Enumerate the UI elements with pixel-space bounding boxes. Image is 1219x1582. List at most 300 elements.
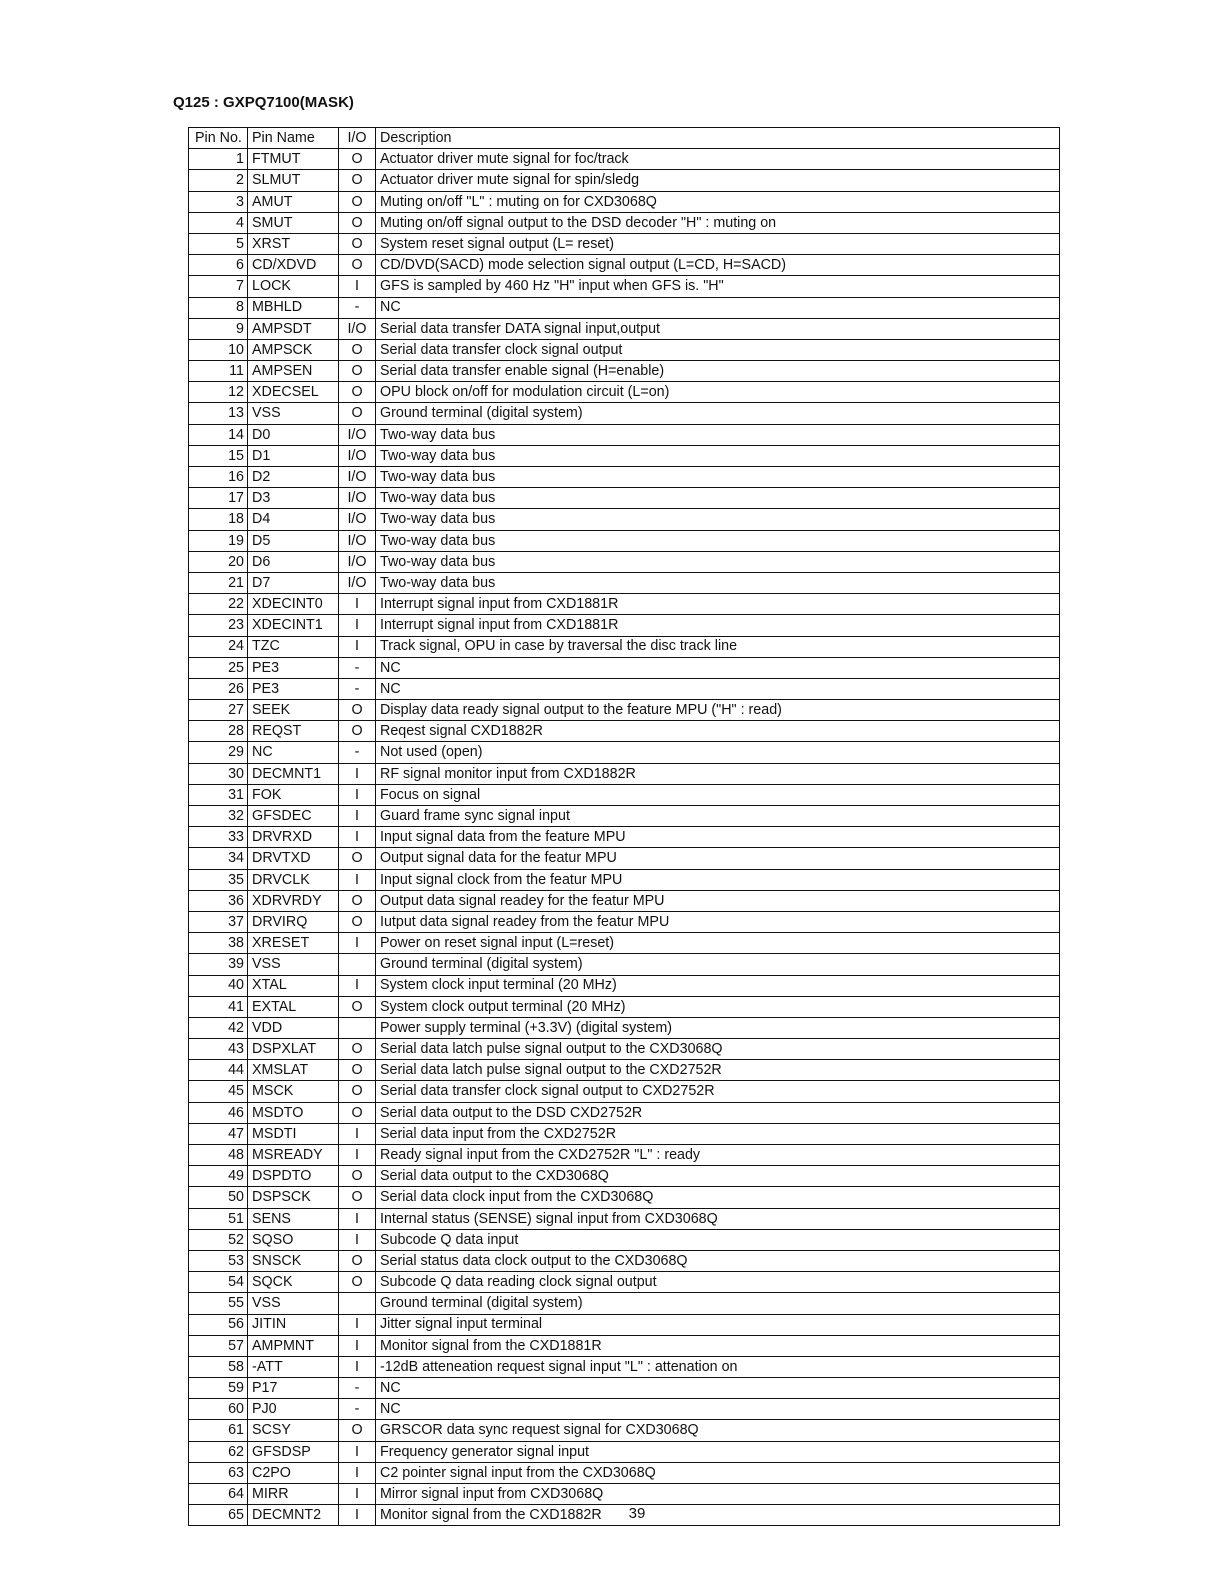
description-cell: Ready signal input from the CXD2752R "L" : ready: [376, 1145, 1060, 1166]
pin-number-cell: 46: [189, 1102, 248, 1123]
io-cell: I: [339, 1229, 376, 1250]
pin-number-cell: 52: [189, 1229, 248, 1250]
table-row: [189, 212, 1060, 233]
io-cell: O: [339, 382, 376, 403]
io-cell: I/O: [339, 318, 376, 339]
pin-name-cell: FOK: [248, 784, 339, 805]
pin-name-cell: DSPDTO: [248, 1166, 339, 1187]
table-row: [189, 424, 1060, 445]
pin-name-cell: SNSCK: [248, 1250, 339, 1271]
pin-name-cell: NC: [248, 742, 339, 763]
pin-number-cell: 53: [189, 1250, 248, 1271]
page-number: 39: [628, 1505, 646, 1522]
pin-name-cell: VSS: [248, 1293, 339, 1314]
pin-number-cell: 57: [189, 1335, 248, 1356]
pin-name-cell: VSS: [248, 403, 339, 424]
description-cell: Two-way data bus: [376, 551, 1060, 572]
table-row: [189, 1081, 1060, 1102]
table-row: [189, 1484, 1060, 1505]
pin-name-cell: VDD: [248, 1017, 339, 1038]
table-row: [189, 276, 1060, 297]
io-cell: O: [339, 1081, 376, 1102]
pin-number-cell: 5: [189, 233, 248, 254]
table-row: [189, 255, 1060, 276]
io-cell: I: [339, 1314, 376, 1335]
header-pin-no: Pin No.: [189, 128, 248, 149]
description-cell: Subcode Q data reading clock signal output: [376, 1272, 1060, 1293]
pin-name-cell: AMPMNT: [248, 1335, 339, 1356]
io-cell: -: [339, 657, 376, 678]
pin-name-cell: XMSLAT: [248, 1060, 339, 1081]
description-cell: Serial data input from the CXD2752R: [376, 1123, 1060, 1144]
description-cell: NC: [376, 297, 1060, 318]
table-row: [189, 233, 1060, 254]
description-cell: NC: [376, 1378, 1060, 1399]
pin-number-cell: 31: [189, 784, 248, 805]
pin-number-cell: 36: [189, 890, 248, 911]
description-cell: Interrupt signal input from CXD1881R: [376, 594, 1060, 615]
io-cell: I: [339, 1123, 376, 1144]
pin-name-cell: MIRR: [248, 1484, 339, 1505]
pin-number-cell: 13: [189, 403, 248, 424]
io-cell: -: [339, 678, 376, 699]
pin-number-cell: 29: [189, 742, 248, 763]
io-cell: [339, 1293, 376, 1314]
description-cell: Two-way data bus: [376, 572, 1060, 593]
pin-name-cell: SLMUT: [248, 170, 339, 191]
io-cell: I/O: [339, 551, 376, 572]
description-cell: Serial status data clock output to the CXD3068Q: [376, 1250, 1060, 1271]
pin-name-cell: DRVCLK: [248, 869, 339, 890]
table-row: [189, 551, 1060, 572]
pin-name-cell: DECMNT2: [248, 1505, 339, 1526]
description-cell: Not used (open): [376, 742, 1060, 763]
table-row: [189, 1399, 1060, 1420]
io-cell: I: [339, 1208, 376, 1229]
pin-number-cell: 25: [189, 657, 248, 678]
pin-name-cell: MSDTI: [248, 1123, 339, 1144]
io-cell: I: [339, 276, 376, 297]
description-cell: Serial data output to the CXD3068Q: [376, 1166, 1060, 1187]
io-cell: I: [339, 784, 376, 805]
description-cell: Iutput data signal readey from the featur MPU: [376, 911, 1060, 932]
pin-name-cell: XDECINT1: [248, 615, 339, 636]
io-cell: O: [339, 255, 376, 276]
pin-name-cell: GFSDSP: [248, 1441, 339, 1462]
table-row: [189, 869, 1060, 890]
io-cell: O: [339, 911, 376, 932]
pin-number-cell: 14: [189, 424, 248, 445]
pin-number-cell: 62: [189, 1441, 248, 1462]
io-cell: I: [339, 1441, 376, 1462]
pin-number-cell: 4: [189, 212, 248, 233]
table-row: [189, 361, 1060, 382]
io-cell: O: [339, 996, 376, 1017]
header-pin-name: Pin Name: [248, 128, 339, 149]
io-cell: O: [339, 149, 376, 170]
pin-number-cell: 58: [189, 1356, 248, 1377]
pin-name-cell: D3: [248, 488, 339, 509]
io-cell: O: [339, 890, 376, 911]
pin-name-cell: D2: [248, 467, 339, 488]
pin-name-cell: LOCK: [248, 276, 339, 297]
description-cell: Power on reset signal input (L=reset): [376, 933, 1060, 954]
pin-number-cell: 16: [189, 467, 248, 488]
table-row: [189, 933, 1060, 954]
table-row: [189, 784, 1060, 805]
description-cell: Monitor signal from the CXD1881R: [376, 1335, 1060, 1356]
pin-name-cell: DRVTXD: [248, 848, 339, 869]
pin-number-cell: 26: [189, 678, 248, 699]
io-cell: -: [339, 742, 376, 763]
description-cell: Actuator driver mute signal for spin/sledg: [376, 170, 1060, 191]
pin-name-cell: D0: [248, 424, 339, 445]
table-row: [189, 721, 1060, 742]
pin-name-cell: DRVIRQ: [248, 911, 339, 932]
pin-name-cell: PE3: [248, 657, 339, 678]
pin-name-cell: SQCK: [248, 1272, 339, 1293]
description-cell: Serial data clock input from the CXD3068Q: [376, 1187, 1060, 1208]
pin-name-cell: XRST: [248, 233, 339, 254]
pin-number-cell: 24: [189, 636, 248, 657]
pin-name-cell: PJ0: [248, 1399, 339, 1420]
io-cell: I: [339, 933, 376, 954]
io-cell: O: [339, 1102, 376, 1123]
table-row: [189, 1039, 1060, 1060]
io-cell: I/O: [339, 488, 376, 509]
table-row: [189, 1145, 1060, 1166]
pin-name-cell: GFSDEC: [248, 806, 339, 827]
pin-name-cell: PE3: [248, 678, 339, 699]
table-row: [189, 848, 1060, 869]
table-row: [189, 1314, 1060, 1335]
table-row: [189, 615, 1060, 636]
pin-name-cell: AMPSEN: [248, 361, 339, 382]
pin-number-cell: 49: [189, 1166, 248, 1187]
description-cell: Input signal clock from the featur MPU: [376, 869, 1060, 890]
table-header-row: [189, 128, 1060, 149]
document-title: Q125 : GXPQ7100(MASK): [173, 94, 354, 111]
pin-number-cell: 1: [189, 149, 248, 170]
table-row: [189, 594, 1060, 615]
pin-name-cell: EXTAL: [248, 996, 339, 1017]
io-cell: -: [339, 1399, 376, 1420]
pin-number-cell: 15: [189, 445, 248, 466]
io-cell: O: [339, 1420, 376, 1441]
table-row: [189, 1420, 1060, 1441]
pin-number-cell: 44: [189, 1060, 248, 1081]
description-cell: Two-way data bus: [376, 445, 1060, 466]
io-cell: I/O: [339, 509, 376, 530]
pin-name-cell: DRVRXD: [248, 827, 339, 848]
pin-name-cell: D1: [248, 445, 339, 466]
io-cell: I: [339, 1462, 376, 1483]
table-row: [189, 954, 1060, 975]
io-cell: I: [339, 1356, 376, 1377]
table-row: [189, 1378, 1060, 1399]
io-cell: I: [339, 827, 376, 848]
io-cell: O: [339, 1060, 376, 1081]
io-cell: I: [339, 806, 376, 827]
table-row: [189, 975, 1060, 996]
io-cell: I: [339, 975, 376, 996]
description-cell: Two-way data bus: [376, 467, 1060, 488]
table-row: [189, 149, 1060, 170]
io-cell: I/O: [339, 572, 376, 593]
table-row: [189, 1356, 1060, 1377]
io-cell: [339, 1017, 376, 1038]
description-cell: GRSCOR data sync request signal for CXD3068Q: [376, 1420, 1060, 1441]
description-cell: Monitor signal from the CXD1882R: [376, 1505, 1060, 1526]
pin-name-cell: CD/XDVD: [248, 255, 339, 276]
io-cell: O: [339, 700, 376, 721]
pin-number-cell: 18: [189, 509, 248, 530]
io-cell: I/O: [339, 424, 376, 445]
pin-number-cell: 65: [189, 1505, 248, 1526]
table-row: [189, 170, 1060, 191]
description-cell: Serial data latch pulse signal output to the CXD2752R: [376, 1060, 1060, 1081]
pin-name-cell: SQSO: [248, 1229, 339, 1250]
pin-number-cell: 22: [189, 594, 248, 615]
description-cell: Ground terminal (digital system): [376, 403, 1060, 424]
io-cell: I: [339, 1484, 376, 1505]
table-row: [189, 339, 1060, 360]
description-cell: Muting on/off signal output to the DSD decoder "H" : muting on: [376, 212, 1060, 233]
description-cell: NC: [376, 657, 1060, 678]
io-cell: O: [339, 1250, 376, 1271]
pin-number-cell: 19: [189, 530, 248, 551]
description-cell: CD/DVD(SACD) mode selection signal output (L=CD, H=SACD): [376, 255, 1060, 276]
pin-name-cell: DSPXLAT: [248, 1039, 339, 1060]
description-cell: Display data ready signal output to the feature MPU ("H" : read): [376, 700, 1060, 721]
pin-number-cell: 34: [189, 848, 248, 869]
pin-number-cell: 60: [189, 1399, 248, 1420]
pin-name-cell: DSPSCK: [248, 1187, 339, 1208]
table-row: [189, 1102, 1060, 1123]
table-row: [189, 1293, 1060, 1314]
table-row: [189, 1335, 1060, 1356]
pin-number-cell: 6: [189, 255, 248, 276]
io-cell: O: [339, 1272, 376, 1293]
pin-name-cell: -ATT: [248, 1356, 339, 1377]
pin-name-cell: FTMUT: [248, 149, 339, 170]
io-cell: O: [339, 191, 376, 212]
io-cell: I: [339, 1145, 376, 1166]
table-row: [189, 403, 1060, 424]
description-cell: NC: [376, 1399, 1060, 1420]
pin-name-cell: AMUT: [248, 191, 339, 212]
io-cell: O: [339, 721, 376, 742]
description-cell: Two-way data bus: [376, 530, 1060, 551]
description-cell: Actuator driver mute signal for foc/track: [376, 149, 1060, 170]
pin-number-cell: 61: [189, 1420, 248, 1441]
pin-number-cell: 59: [189, 1378, 248, 1399]
pin-number-cell: 28: [189, 721, 248, 742]
pin-number-cell: 47: [189, 1123, 248, 1144]
description-cell: GFS is sampled by 460 Hz "H" input when GFS is. "H": [376, 276, 1060, 297]
io-cell: I: [339, 636, 376, 657]
io-cell: I/O: [339, 467, 376, 488]
pin-name-cell: VSS: [248, 954, 339, 975]
description-cell: Jitter signal input terminal: [376, 1314, 1060, 1335]
pin-number-cell: 37: [189, 911, 248, 932]
pin-name-cell: D5: [248, 530, 339, 551]
io-cell: O: [339, 212, 376, 233]
table-row: [189, 636, 1060, 657]
io-cell: I: [339, 1335, 376, 1356]
pin-number-cell: 40: [189, 975, 248, 996]
table-row: [189, 467, 1060, 488]
pin-name-cell: MSREADY: [248, 1145, 339, 1166]
table-row: [189, 827, 1060, 848]
description-cell: Interrupt signal input from CXD1881R: [376, 615, 1060, 636]
table-row: [189, 763, 1060, 784]
pin-name-cell: XRESET: [248, 933, 339, 954]
description-cell: Two-way data bus: [376, 509, 1060, 530]
table-row: [189, 488, 1060, 509]
io-cell: -: [339, 1378, 376, 1399]
header-io: I/O: [339, 128, 376, 149]
table-row: [189, 700, 1060, 721]
pin-name-cell: AMPSDT: [248, 318, 339, 339]
pin-number-cell: 32: [189, 806, 248, 827]
pin-number-cell: 11: [189, 361, 248, 382]
pin-number-cell: 55: [189, 1293, 248, 1314]
header-description: Description: [376, 128, 1060, 149]
pin-number-cell: 48: [189, 1145, 248, 1166]
pin-name-cell: SCSY: [248, 1420, 339, 1441]
description-cell: -12dB atteneation request signal input "L" : attenation on: [376, 1356, 1060, 1377]
description-cell: Guard frame sync signal input: [376, 806, 1060, 827]
pin-number-cell: 2: [189, 170, 248, 191]
io-cell: O: [339, 170, 376, 191]
table-row: [189, 1017, 1060, 1038]
table-row: [189, 1272, 1060, 1293]
pin-name-cell: SENS: [248, 1208, 339, 1229]
pin-number-cell: 7: [189, 276, 248, 297]
io-cell: I: [339, 1505, 376, 1526]
table-row: [189, 678, 1060, 699]
description-cell: System reset signal output (L= reset): [376, 233, 1060, 254]
io-cell: I: [339, 615, 376, 636]
description-cell: Output signal data for the featur MPU: [376, 848, 1060, 869]
description-cell: Serial data transfer clock signal output: [376, 339, 1060, 360]
description-cell: Ground terminal (digital system): [376, 954, 1060, 975]
description-cell: Internal status (SENSE) signal input from CXD3068Q: [376, 1208, 1060, 1229]
pin-name-cell: C2PO: [248, 1462, 339, 1483]
pin-name-cell: MSCK: [248, 1081, 339, 1102]
table-row: [189, 445, 1060, 466]
description-cell: Focus on signal: [376, 784, 1060, 805]
pin-number-cell: 42: [189, 1017, 248, 1038]
table-row: [189, 742, 1060, 763]
description-cell: Power supply terminal (+3.3V) (digital system): [376, 1017, 1060, 1038]
description-cell: RF signal monitor input from CXD1882R: [376, 763, 1060, 784]
pin-number-cell: 33: [189, 827, 248, 848]
io-cell: I/O: [339, 530, 376, 551]
pin-name-cell: TZC: [248, 636, 339, 657]
pin-number-cell: 43: [189, 1039, 248, 1060]
table-row: [189, 318, 1060, 339]
table-row: [189, 509, 1060, 530]
pin-name-cell: D6: [248, 551, 339, 572]
pin-name-cell: MSDTO: [248, 1102, 339, 1123]
description-cell: Serial data transfer clock signal output to CXD2752R: [376, 1081, 1060, 1102]
io-cell: I: [339, 869, 376, 890]
description-cell: Subcode Q data input: [376, 1229, 1060, 1250]
description-cell: Two-way data bus: [376, 424, 1060, 445]
io-cell: O: [339, 233, 376, 254]
table-row: [189, 1166, 1060, 1187]
pin-number-cell: 56: [189, 1314, 248, 1335]
pin-number-cell: 35: [189, 869, 248, 890]
description-cell: Serial data output to the DSD CXD2752R: [376, 1102, 1060, 1123]
io-cell: O: [339, 339, 376, 360]
table-row: [189, 1060, 1060, 1081]
io-cell: I: [339, 763, 376, 784]
pin-number-cell: 51: [189, 1208, 248, 1229]
io-cell: [339, 954, 376, 975]
table-row: [189, 1208, 1060, 1229]
pin-number-cell: 63: [189, 1462, 248, 1483]
pin-number-cell: 8: [189, 297, 248, 318]
table-row: [189, 657, 1060, 678]
description-cell: NC: [376, 678, 1060, 699]
description-cell: Frequency generator signal input: [376, 1441, 1060, 1462]
table-row: [189, 297, 1060, 318]
pin-number-cell: 3: [189, 191, 248, 212]
pin-number-cell: 30: [189, 763, 248, 784]
pin-name-cell: JITIN: [248, 1314, 339, 1335]
pin-name-cell: SMUT: [248, 212, 339, 233]
pin-number-cell: 27: [189, 700, 248, 721]
description-cell: Ground terminal (digital system): [376, 1293, 1060, 1314]
table-row: [189, 890, 1060, 911]
io-cell: -: [339, 297, 376, 318]
io-cell: I/O: [339, 445, 376, 466]
pin-number-cell: 9: [189, 318, 248, 339]
pin-name-cell: DECMNT1: [248, 763, 339, 784]
io-cell: O: [339, 848, 376, 869]
io-cell: O: [339, 361, 376, 382]
table-row: [189, 572, 1060, 593]
description-cell: C2 pointer signal input from the CXD3068Q: [376, 1462, 1060, 1483]
table-row: [189, 806, 1060, 827]
io-cell: O: [339, 1166, 376, 1187]
description-cell: Serial data latch pulse signal output to the CXD3068Q: [376, 1039, 1060, 1060]
description-cell: Reqest signal CXD1882R: [376, 721, 1060, 742]
description-cell: OPU block on/off for modulation circuit (L=on): [376, 382, 1060, 403]
pin-name-cell: MBHLD: [248, 297, 339, 318]
description-cell: Serial data transfer enable signal (H=enable): [376, 361, 1060, 382]
pin-name-cell: XDECINT0: [248, 594, 339, 615]
pin-number-cell: 39: [189, 954, 248, 975]
pin-name-cell: REQST: [248, 721, 339, 742]
pin-number-cell: 38: [189, 933, 248, 954]
table-row: [189, 1250, 1060, 1271]
description-cell: Muting on/off "L" : muting on for CXD3068Q: [376, 191, 1060, 212]
pin-number-cell: 50: [189, 1187, 248, 1208]
pin-name-cell: AMPSCK: [248, 339, 339, 360]
table-row: [189, 382, 1060, 403]
pin-number-cell: 64: [189, 1484, 248, 1505]
table-row: [189, 1441, 1060, 1462]
pin-number-cell: 41: [189, 996, 248, 1017]
pin-number-cell: 23: [189, 615, 248, 636]
io-cell: O: [339, 1039, 376, 1060]
description-cell: System clock output terminal (20 MHz): [376, 996, 1060, 1017]
pin-number-cell: 20: [189, 551, 248, 572]
